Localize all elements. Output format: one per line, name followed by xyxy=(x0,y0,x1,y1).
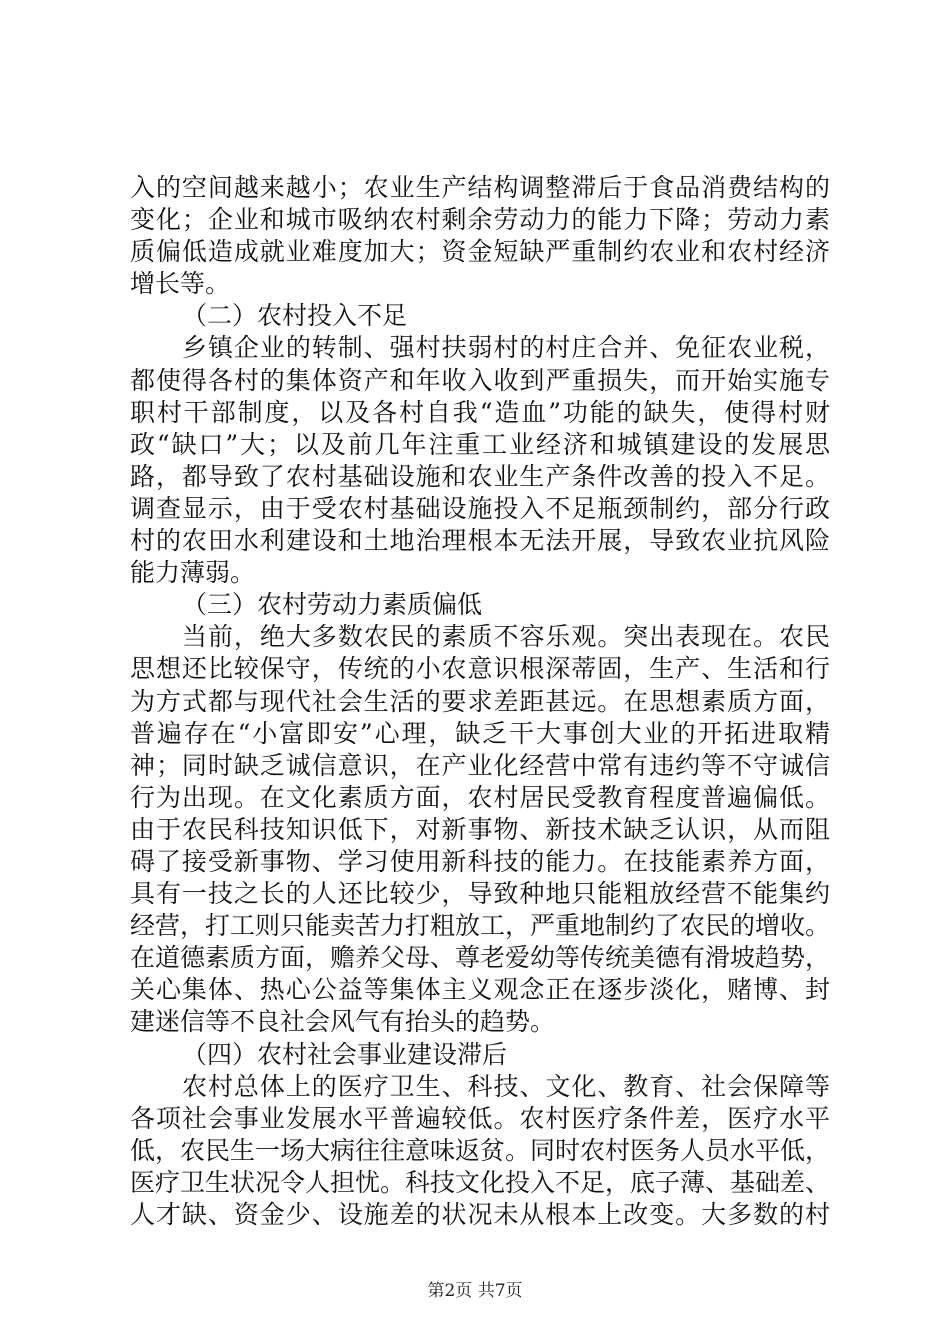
text-line: 政“缺口”大；以及前几年注重工业经济和城镇建设的发展思 xyxy=(130,429,830,459)
section-heading: （二）农村投入不足 xyxy=(182,301,408,331)
text-line: 具有一技之长的人还比较少，导致种地只能粗放经营不能集约 xyxy=(130,879,830,909)
text-line: 入的空间越来越小；农业生产结构调整滞后于食品消费结构的 xyxy=(130,173,830,202)
page-footer: 第2页 共7页 xyxy=(427,1281,523,1301)
text-line: 增长等。 xyxy=(130,269,231,299)
text-line: 经营，打工则只能卖苦力打粗放工，严重地制约了农民的增收。 xyxy=(130,911,830,941)
section-heading: （三）农村劳动力素质偏低 xyxy=(182,590,483,620)
text-line: 医疗卫生状况令人担忧。科技文化投入不足，底子薄、基础差、 xyxy=(130,1167,830,1197)
text-line: 普遍存在“小富即安”心理，缺乏干大事创大业的开拓进取精 xyxy=(130,718,830,748)
text-line: 行为出现。在文化素质方面，农村居民受教育程度普遍偏低。 xyxy=(130,782,830,812)
text-line: 碍了接受新事物、学习使用新科技的能力。在技能素养方面， xyxy=(130,846,830,876)
text-line: 低，农民生一场大病往往意味返贫。同时农村医务人员水平低， xyxy=(130,1135,830,1165)
text-line: 乡镇企业的转制、强村扶弱村的村庄合并、免征农业税， xyxy=(182,333,830,363)
text-line: 都使得各村的集体资产和年收入收到严重损失，而开始实施专 xyxy=(130,365,830,395)
text-line: 能力薄弱。 xyxy=(130,558,256,588)
text-line: 人才缺、资金少、设施差的状况未从根本上改变。大多数的村 xyxy=(130,1200,830,1229)
text-line: 建迷信等不良社会风气有抬头的趋势。 xyxy=(130,1007,556,1037)
text-line: 职村干部制度，以及各村自我“造血”功能的缺失，使得村财 xyxy=(130,397,830,427)
text-line: 各项社会事业发展水平普遍较低。农村医疗条件差，医疗水平 xyxy=(130,1103,830,1133)
text-line: 调查显示，由于受农村基础设施投入不足瓶颈制约，部分行政 xyxy=(130,493,830,523)
text-line: 路，都导致了农村基础设施和农业生产条件改善的投入不足。 xyxy=(130,461,830,491)
text-line: 关心集体、热心公益等集体主义观念正在逐步淡化，赌博、封 xyxy=(130,975,830,1005)
text-line: 变化；企业和城市吸纳农村剩余劳动力的能力下降；劳动力素 xyxy=(130,205,830,235)
text-line: 质偏低造成就业难度加大；资金短缺严重制约农业和农村经济 xyxy=(130,237,830,267)
text-line: 农村总体上的医疗卫生、科技、文化、教育、社会保障等 xyxy=(182,1071,830,1101)
section-heading: （四）农村社会事业建设滞后 xyxy=(182,1039,508,1069)
document-body xyxy=(130,172,830,1231)
text-line: 思想还比较保守，传统的小农意识根深蒂固，生产、生活和行 xyxy=(130,654,830,684)
text-line: 为方式都与现代社会生活的要求差距甚远。在思想素质方面， xyxy=(130,686,830,716)
text-line: 在道德素质方面，赡养父母、尊老爱幼等传统美德有滑坡趋势， xyxy=(130,943,830,973)
text-line: 神；同时缺乏诚信意识，在产业化经营中常有违约等不守诚信 xyxy=(130,750,830,780)
text-line: 当前，绝大多数农民的素质不容乐观。突出表现在。农民 xyxy=(182,622,830,652)
text-line: 村的农田水利建设和土地治理根本无法开展，导致农业抗风险 xyxy=(130,526,830,556)
text-line: 由于农民科技知识低下，对新事物、新技术缺乏认识，从而阻 xyxy=(130,814,830,844)
